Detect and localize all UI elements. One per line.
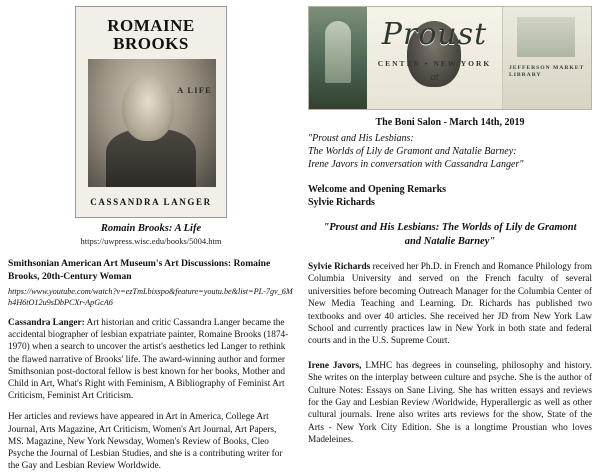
book-cover-author: CASSANDRA LANGER [90,197,212,207]
event-subtitle-line3: Irene Javors in conversation with Cassandra Langer" [307,159,524,170]
book-cover-subtitle: A LIFE [177,85,212,95]
banner-right-panel [502,7,591,109]
irene-javors-bio-lead: Irene Javors, [307,360,362,371]
sylvie-richards-bio-lead: Sylvie Richards [307,262,371,272]
proust-center-banner [308,6,592,110]
langer-bio-paragraph-1 [8,317,294,402]
event-date-heading: The Boni Salon - March 14th, 2019 [375,117,525,128]
irene-javors-bio [308,360,592,447]
sylvie-richards-bio [308,261,592,348]
right-column [304,6,592,454]
banner-center-label: CENTER • NEW YORK [377,59,492,68]
talk-title-line1: "Proust and His Lesbians: The Worlds of Lily de Gramont [323,222,577,233]
sylvie-richards-bio-text: received her Ph.D. in French and Romance Philology from Columbia University and served on the French faculty of several universities before becoming Outreach Manager for the Columbia Center of New Media Teaching and Learning. Dr. Richards has published two textbooks and over 40 articles. She received her JD from New York Law School and currently practices law in New York in both state and federal courts and in the U.S. Supreme Court. [307,262,592,347]
book-cover-portrait-photo [88,59,216,187]
langer-bio-paragraph-2: Her articles and reviews have appeared in Art in America, College Art Journal, Arts Magazine, Art Criticism, Women's Art Journal, Art Papers, MS. Magazine, New York Newsday, Women's Review of Books, Cleo Psyche the Journal of Lesbian Studies, and she is a contributing writer for the Gay and Lesbian Review Worldwide. [8,412,283,472]
event-subtitle [308,132,592,171]
book-cover-wrap [8,6,294,218]
book-cover-image [75,6,227,218]
banner-center-panel [367,7,502,109]
welcome-remarks [308,183,592,209]
museum-video-url[interactable]: https://www.youtube.com/watch?v=ezTmLbixspo&feature=youtu.be&list=PL-7gv_6Mh4H6tO12u9sDbPCXr-ApGcA6 [8,287,293,307]
langer-bio-lead: Cassandra Langer: [8,318,85,328]
banner-left-panel [309,7,367,109]
talk-title-line2: and Natalie Barney" [404,236,496,247]
banner-library-label: JEFFERSON MARKET LIBRARY [509,65,585,78]
irene-javors-bio-text: LMHC has degrees in counseling, philosophy and history. She writes on the interplay between culture and psyche. She is the author of Culture Notes: Essays on Sane Living. She has written essays and reviews for the Gay and Lesbian Review /Worldwide, Hyperallergic as well as other cultural journals. Irene also writes arts reviews for the show, State of the Arts - New York City Edition. She is a longtime Proustian who loves Madeleines. [307,360,592,446]
left-column [8,6,304,472]
banner-script-title: Proust [381,17,488,52]
welcome-remarks-speaker: Sylvie Richards [307,197,375,208]
event-subtitle-line2: The Worlds of Lily de Gramont and Natalie Barney: [307,146,517,157]
book-caption: Romain Brooks: A Life [100,223,202,234]
talk-title [308,221,592,249]
book-cover-title-line2: BROOKS [113,34,189,53]
langer-bio-text-1: Art historian and critic Cassandra Langer became the accidental biographer of lesbian expatriate painter, Romaine Brooks (1874-1970) when a search to uncover the artist's aesthetics led Langer to rethink the flawed narrative of Brooks' life. The award-winning author and former Smithsonian post-doctoral fellow is best known for her books, Mother and Child in Art, What's Right with Feminism, A Bibliography of Feminist Art Criticism, Feminist Art Criticism. [8,318,289,402]
book-cover-title [76,17,226,53]
book-caption-link[interactable]: https://uwpress.wisc.edu/books/5004.htm [80,236,222,246]
event-subtitle-line1: "Proust and His Lesbians: [307,133,414,144]
museum-heading: Smithsonian American Art Museum's Art Discussions: Romaine Brooks, 20th-Century Woman [8,258,271,282]
welcome-remarks-line1: Welcome and Opening Remarks [307,184,447,195]
banner-at-word: at [430,71,439,83]
book-cover-title-line1: ROMAINE [107,16,195,35]
